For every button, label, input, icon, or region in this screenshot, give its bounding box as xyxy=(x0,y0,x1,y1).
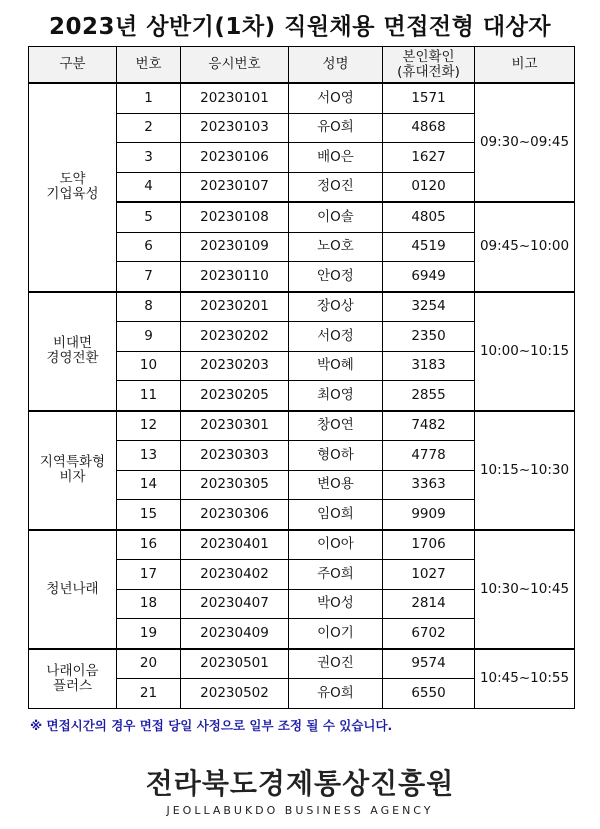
number-cell: 18 xyxy=(117,589,181,619)
category-cell xyxy=(29,649,117,709)
org-name-english: JEOLLABUKDO BUSINESS AGENCY xyxy=(166,804,434,817)
exam-id-cell: 20230203 xyxy=(181,351,289,381)
name-cell: 권O진 xyxy=(289,649,383,679)
phone-cell: 0120 xyxy=(383,172,475,202)
phone-cell: 1706 xyxy=(383,530,475,560)
exam-id-cell: 20230305 xyxy=(181,470,289,500)
number-cell: 20 xyxy=(117,649,181,679)
category-line1: 나래이음 xyxy=(46,662,99,679)
name-cell: 유O희 xyxy=(289,113,383,143)
category-line2: 경영전환 xyxy=(46,350,99,366)
phone-cell: 1027 xyxy=(383,560,475,590)
category-line2: 기업육성 xyxy=(46,186,99,203)
header-verify-line1: 본인확인 xyxy=(402,48,455,65)
name-cell: 형O하 xyxy=(289,441,383,471)
number-cell: 19 xyxy=(117,619,181,649)
name-cell: 서O정 xyxy=(289,322,383,352)
header-category: 구분 xyxy=(29,47,117,84)
exam-id-cell: 20230205 xyxy=(181,381,289,411)
exam-id-cell: 20230109 xyxy=(181,232,289,262)
exam-id-cell: 20230107 xyxy=(181,172,289,202)
category-line1: 청년나래 xyxy=(46,580,99,597)
category-cell xyxy=(29,83,117,292)
phone-cell: 4868 xyxy=(383,113,475,143)
exam-id-cell: 20230110 xyxy=(181,262,289,292)
category-line1: 지역특화형 xyxy=(39,454,106,470)
number-cell: 14 xyxy=(117,470,181,500)
category-cell xyxy=(29,530,117,649)
number-cell: 5 xyxy=(117,202,181,232)
table-body xyxy=(29,83,575,708)
name-cell: 창O연 xyxy=(289,411,383,441)
phone-cell: 4778 xyxy=(383,441,475,471)
name-cell: 변O용 xyxy=(289,470,383,500)
table-row xyxy=(29,530,575,560)
category-line2: 비자 xyxy=(59,469,86,485)
number-cell: 13 xyxy=(117,441,181,471)
phone-cell: 4519 xyxy=(383,232,475,262)
header-verify xyxy=(383,47,475,84)
number-cell: 6 xyxy=(117,232,181,262)
exam-id-cell: 20230201 xyxy=(181,292,289,322)
exam-id-cell: 20230103 xyxy=(181,113,289,143)
table-row xyxy=(29,83,575,113)
number-cell: 2 xyxy=(117,113,181,143)
name-cell: 노O호 xyxy=(289,232,383,262)
time-slot-cell: 09:30~09:45 xyxy=(475,83,575,202)
name-cell: 최O영 xyxy=(289,381,383,411)
name-cell: 이O기 xyxy=(289,619,383,649)
phone-cell: 6702 xyxy=(383,619,475,649)
phone-cell: 9574 xyxy=(383,649,475,679)
exam-id-cell: 20230502 xyxy=(181,679,289,709)
name-cell: 이O아 xyxy=(289,530,383,560)
number-cell: 1 xyxy=(117,83,181,113)
name-cell: 임O희 xyxy=(289,500,383,530)
name-cell: 정O진 xyxy=(289,172,383,202)
table-row xyxy=(29,649,575,679)
number-cell: 21 xyxy=(117,679,181,709)
name-cell: 안O정 xyxy=(289,262,383,292)
header-verify-line2: (휴대전화) xyxy=(397,63,460,80)
category-line1: 도약 xyxy=(59,171,86,188)
name-cell: 박O혜 xyxy=(289,351,383,381)
time-slot-cell: 10:00~10:15 xyxy=(475,292,575,411)
number-cell: 4 xyxy=(117,172,181,202)
phone-cell: 2814 xyxy=(383,589,475,619)
time-slot-cell: 10:15~10:30 xyxy=(475,411,575,530)
table-row xyxy=(29,292,575,322)
number-cell: 7 xyxy=(117,262,181,292)
time-slot-cell: 10:45~10:55 xyxy=(475,649,575,709)
exam-id-cell: 20230401 xyxy=(181,530,289,560)
header-exam-id: 응시번호 xyxy=(181,47,289,84)
table-row xyxy=(29,411,575,441)
organization-logo xyxy=(0,762,600,817)
exam-id-cell: 20230101 xyxy=(181,83,289,113)
exam-id-cell: 20230303 xyxy=(181,441,289,471)
phone-cell: 1627 xyxy=(383,143,475,173)
name-cell: 배O은 xyxy=(289,143,383,173)
phone-cell: 3363 xyxy=(383,470,475,500)
name-cell: 유O희 xyxy=(289,679,383,709)
notice-text: ※ 면접시간의 경우 면접 당일 사정으로 일부 조정 될 수 있습니다. xyxy=(30,718,393,733)
page-title: 2023년 상반기(1차) 직원채용 면접전형 대상자 xyxy=(48,14,552,40)
exam-id-cell: 20230106 xyxy=(181,143,289,173)
header-name: 성명 xyxy=(289,47,383,84)
category-cell xyxy=(29,411,117,530)
name-cell: 박O성 xyxy=(289,589,383,619)
name-cell: 장O상 xyxy=(289,292,383,322)
number-cell: 9 xyxy=(117,322,181,352)
phone-cell: 6550 xyxy=(383,679,475,709)
exam-id-cell: 20230108 xyxy=(181,202,289,232)
phone-cell: 4805 xyxy=(383,202,475,232)
number-cell: 15 xyxy=(117,500,181,530)
phone-cell: 3254 xyxy=(383,292,475,322)
category-line2: 플러스 xyxy=(52,677,93,694)
exam-id-cell: 20230501 xyxy=(181,649,289,679)
phone-cell: 2350 xyxy=(383,322,475,352)
number-cell: 11 xyxy=(117,381,181,411)
exam-id-cell: 20230409 xyxy=(181,619,289,649)
header-note: 비고 xyxy=(475,47,575,84)
number-cell: 16 xyxy=(117,530,181,560)
category-cell xyxy=(29,292,117,411)
header-number: 번호 xyxy=(117,47,181,84)
phone-cell: 6949 xyxy=(383,262,475,292)
phone-cell: 7482 xyxy=(383,411,475,441)
number-cell: 10 xyxy=(117,351,181,381)
name-cell: 서O영 xyxy=(289,83,383,113)
interviewee-table xyxy=(28,46,575,709)
number-cell: 17 xyxy=(117,560,181,590)
number-cell: 3 xyxy=(117,143,181,173)
time-slot-cell: 09:45~10:00 xyxy=(475,202,575,292)
number-cell: 12 xyxy=(117,411,181,441)
table-header-row xyxy=(29,47,575,84)
phone-cell: 1571 xyxy=(383,83,475,113)
exam-id-cell: 20230306 xyxy=(181,500,289,530)
category-line1: 비대면 xyxy=(52,335,93,351)
number-cell: 8 xyxy=(117,292,181,322)
exam-id-cell: 20230407 xyxy=(181,589,289,619)
exam-id-cell: 20230402 xyxy=(181,560,289,590)
org-name-korean: 전라북도경제통상진흥원 xyxy=(145,767,455,800)
phone-cell: 3183 xyxy=(383,351,475,381)
exam-id-cell: 20230202 xyxy=(181,322,289,352)
name-cell: 주O희 xyxy=(289,560,383,590)
time-slot-cell: 10:30~10:45 xyxy=(475,530,575,649)
phone-cell: 2855 xyxy=(383,381,475,411)
phone-cell: 9909 xyxy=(383,500,475,530)
exam-id-cell: 20230301 xyxy=(181,411,289,441)
name-cell: 이O솔 xyxy=(289,202,383,232)
